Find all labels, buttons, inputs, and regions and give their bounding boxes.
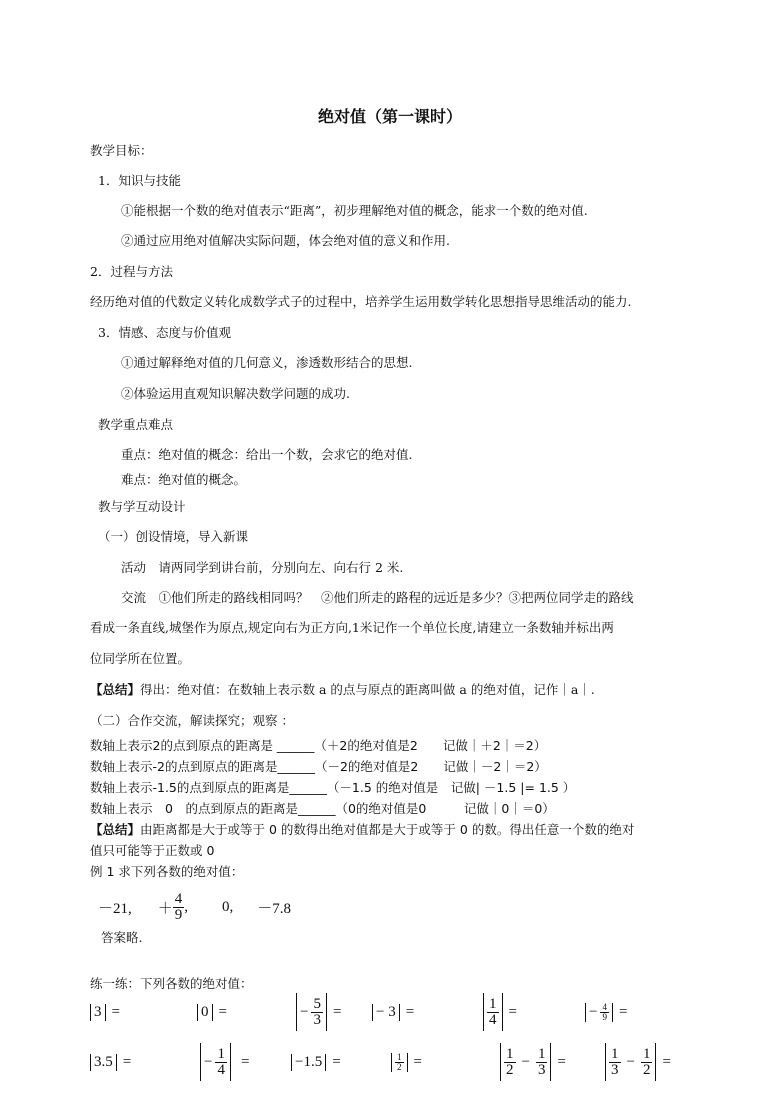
part-one-heading: （一）创设情境，导入新课 — [98, 529, 249, 544]
abs-expression — [372, 1004, 400, 1021]
abs-expression — [391, 1053, 408, 1072]
abs-fraction — [536, 1047, 548, 1078]
abs-expression — [200, 1043, 231, 1081]
abs-fraction — [311, 997, 323, 1028]
equals-sign: = — [332, 1003, 342, 1020]
observation-2: 数轴上表示-2的点到原点的距离是______（－2的绝对值是2 记做｜－2｜＝2） — [90, 759, 547, 774]
observation-1: 数轴上表示2的点到原点的距离是 ______（＋2的绝对值是2 记做｜＋2｜＝2） — [90, 738, 547, 753]
summary-1-tag: 【总结】 — [90, 682, 141, 697]
fraction-denominator: 4 — [489, 1011, 497, 1028]
summary-1-text: 得出：绝对值：在数轴上表示数 a 的点与原点的距离叫做 a 的绝对值，记作｜a｜. — [140, 682, 595, 697]
fraction-numerator: 1 — [217, 1045, 225, 1062]
abs-inner: − 3 — [376, 1003, 396, 1020]
example-value-d: －7.8 — [257, 900, 292, 917]
fraction-numerator: 4 — [174, 890, 183, 907]
answer-note: 答案略. — [101, 930, 143, 945]
example-heading: 例 1 求下列各数的绝对值： — [90, 864, 244, 879]
fraction-numerator: 1 — [506, 1045, 514, 1062]
example-value-b-fraction — [173, 892, 185, 923]
equals-sign: = — [405, 1003, 415, 1020]
abs-fraction — [609, 1047, 621, 1078]
example-value-c: 0, — [222, 898, 234, 915]
summary-2-text-a: 由距离都是大于或等于 0 的数得出绝对值都是大于或等于 0 的数。得出任意一个数的绝对 — [140, 822, 635, 837]
page-title: 绝对值（第一课时） — [317, 107, 462, 126]
observation-3: 数轴上表示-1.5的点到原点的距离是______（－1.5 的绝对值是 记做| －1.5 |= 1.5 ） — [90, 780, 576, 795]
part-two-heading: （二）合作交流，解读探究；观察 ： — [90, 713, 294, 728]
equals-sign: = — [218, 1003, 227, 1020]
abs-inner: 3 — [94, 1003, 102, 1020]
fraction-denominator: 3 — [611, 1061, 619, 1078]
summary-2-line-1 — [90, 822, 634, 838]
abs-expression — [291, 1054, 326, 1071]
exercise-r1-3 — [296, 990, 341, 1034]
exercise-r1-5 — [483, 990, 517, 1034]
exchange-line-1: 交流 ①他们所走的路线相同吗？ ②他们所走的路程的远近是多少？③把两位同学走的路线 — [121, 590, 634, 605]
fraction-denominator: 2 — [506, 1061, 514, 1078]
equals-sign: = — [557, 1053, 566, 1070]
abs-fraction — [395, 1053, 404, 1072]
objectives-heading: 教学目标： — [90, 143, 153, 158]
equals-sign: = — [662, 1053, 671, 1070]
fraction-denominator: 3 — [313, 1011, 321, 1028]
equals-sign: = — [618, 1003, 628, 1020]
example-value-b-sign: ＋ — [157, 900, 173, 917]
observation-4: 数轴上表示 0 的点到原点的距离是______（0的绝对值是0 记做｜0｜＝0） — [90, 801, 555, 816]
fraction-denominator: 2 — [397, 1061, 402, 1072]
example-values — [98, 885, 291, 929]
abs-expression — [605, 1043, 656, 1081]
abs-expression — [483, 993, 503, 1031]
minus-operator: − — [521, 1053, 530, 1070]
example-value-a: －21, — [98, 900, 132, 917]
exercise-r1-1 — [90, 990, 120, 1034]
fraction-denominator: 9 — [602, 1011, 607, 1022]
abs-inner: −1.5 — [295, 1053, 323, 1070]
practice-heading: 练一练：下列各数的绝对值： — [90, 976, 253, 991]
abs-expression — [197, 1004, 213, 1021]
summary-2-line-2: 值只可能等于正数或 0 — [90, 843, 215, 858]
equals-sign: = — [240, 1053, 250, 1070]
abs-fraction — [641, 1047, 653, 1078]
section-knowledge-skills: 1．知识与技能 — [98, 173, 181, 188]
abs-sign: − — [589, 1003, 598, 1020]
abs-expression — [296, 993, 327, 1031]
fraction-numerator: 5 — [313, 995, 321, 1012]
abs-expression — [90, 1004, 106, 1021]
objective-3a: ①通过解释绝对值的几何意义，渗透数形结合的思想. — [121, 355, 413, 370]
equals-sign: = — [508, 1003, 517, 1020]
abs-fraction — [215, 1047, 227, 1078]
objective-1a: ①能根据一个数的绝对值表示“距离”，初步理解绝对值的概念，能求一个数的绝对值. — [121, 203, 588, 218]
abs-expression — [90, 1054, 117, 1071]
keypoints-heading: 教学重点难点 — [98, 417, 174, 432]
exercise-r2-2 — [200, 1040, 249, 1084]
summary-2-tag: 【总结】 — [90, 822, 141, 837]
exercise-r1-6 — [585, 990, 627, 1034]
abs-sign: − — [204, 1053, 213, 1070]
abs-sign: − — [300, 1003, 309, 1020]
fraction-denominator: 3 — [537, 1061, 546, 1078]
fraction-numerator: 1 — [489, 995, 497, 1012]
objective-2a: 经历绝对值的代数定义转化成数学式子的过程中，培养学生运用数学转化思想指导思维活动的能力. — [90, 294, 632, 309]
design-heading: 教与学互动设计 — [98, 499, 186, 514]
equals-sign: = — [122, 1053, 132, 1070]
exercise-r2-4 — [391, 1040, 422, 1084]
fraction-numerator: 4 — [602, 1001, 607, 1012]
fraction-numerator: 1 — [611, 1045, 619, 1062]
abs-expression — [585, 1003, 613, 1022]
abs-expression — [500, 1043, 551, 1081]
abs-inner: 3.5 — [94, 1053, 113, 1070]
abs-inner: 0 — [201, 1003, 209, 1020]
hard-point: 难点：绝对值的概念。 — [121, 472, 247, 487]
example-value-b-comma: , — [184, 898, 189, 915]
exercise-r2-5 — [500, 1040, 566, 1084]
objective-1b: ②通过应用绝对值解决实际问题，体会绝对值的意义和作用. — [121, 233, 450, 248]
exercise-r2-3 — [291, 1040, 341, 1084]
minus-operator: − — [626, 1053, 635, 1070]
summary-1 — [90, 682, 595, 698]
key-point: 重点：绝对值的概念：给出一个数，会求它的绝对值. — [121, 447, 413, 462]
fraction-numerator: 1 — [537, 1045, 546, 1062]
abs-fraction — [504, 1047, 516, 1078]
exchange-line-2: 看成一条直线,城堡作为原点,规定向右为正方向,1米记作一个单位长度,请建立一条数轴并标出两 — [90, 620, 614, 635]
exercise-r2-6 — [605, 1040, 671, 1084]
abs-fraction — [487, 997, 499, 1028]
equals-sign: = — [332, 1053, 341, 1070]
exercise-r1-2 — [197, 990, 227, 1034]
exercise-r1-4 — [372, 990, 414, 1034]
exchange-line-3: 位同学所在位置。 — [90, 651, 191, 666]
section-emotion-values: 3．情感、态度与价值观 — [98, 325, 231, 340]
abs-fraction — [600, 1003, 609, 1022]
objective-3b: ②体验运用直观知识解决数学问题的成功. — [121, 386, 350, 401]
equals-sign: = — [413, 1053, 422, 1070]
section-process-method: 2．过程与方法 — [90, 264, 173, 279]
fraction-denominator: 2 — [642, 1061, 651, 1078]
fraction-denominator: 4 — [217, 1061, 225, 1078]
fraction-denominator: 9 — [174, 906, 183, 923]
exercise-r2-1 — [90, 1040, 131, 1084]
activity-line: 活动 请两同学到讲台前，分别向左、向右行 2 米. — [121, 560, 404, 575]
equals-sign: = — [111, 1003, 120, 1020]
fraction-numerator: 1 — [642, 1045, 651, 1062]
fraction-numerator: 1 — [397, 1051, 402, 1062]
